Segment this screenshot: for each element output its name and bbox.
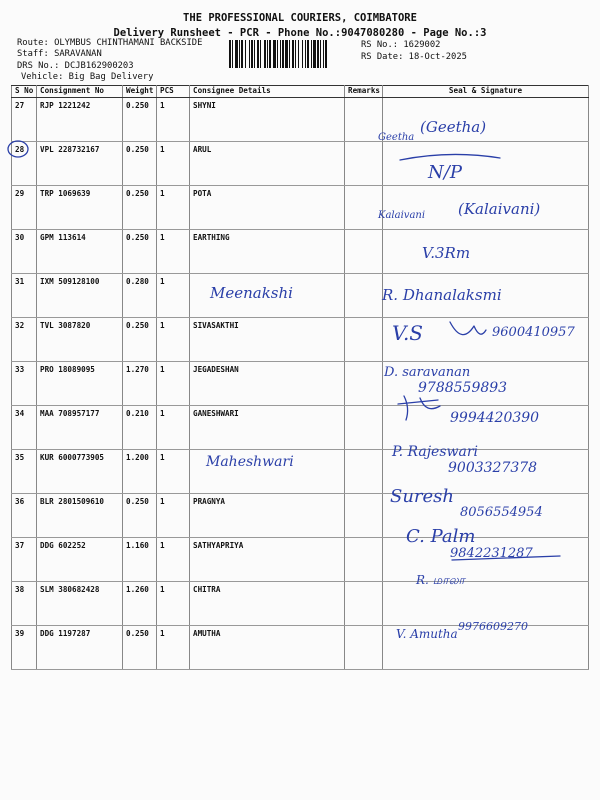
cell-remarks — [345, 494, 383, 538]
hw-r31-name: Meenakshi — [210, 284, 293, 302]
cell-signature — [383, 406, 589, 450]
cell-sno: 27 — [12, 98, 37, 142]
cell-remarks — [345, 230, 383, 274]
barcode-bar — [313, 40, 316, 68]
cell-consignee: JEGADESHAN — [190, 362, 345, 406]
barcode — [229, 40, 356, 68]
cell-remarks — [345, 406, 383, 450]
barcode-bar — [257, 40, 259, 68]
cell-remarks — [345, 186, 383, 230]
cell-consignment: PRO 18089095 — [37, 362, 123, 406]
table-row — [12, 626, 589, 670]
cell-pcs: 1 — [157, 274, 190, 318]
company-title: THE PROFESSIONAL COURIERS, COIMBATORE — [183, 12, 417, 24]
hw-r35-phone: 9003327378 — [448, 460, 538, 476]
barcode-bar — [229, 40, 231, 68]
cell-sno: 39 — [12, 626, 37, 670]
barcode-bar — [269, 40, 271, 68]
table-row — [12, 186, 589, 230]
cell-remarks — [345, 626, 383, 670]
rs-number: RS No.: 1629002 — [361, 40, 441, 50]
cell-consignee: SHYNI — [190, 98, 345, 142]
cell-consignment: BLR 2801509610 — [37, 494, 123, 538]
barcode-bar — [260, 40, 261, 68]
cell-consignment: TRP 1069639 — [37, 186, 123, 230]
cell-sno: 34 — [12, 406, 37, 450]
hw-r30: V.3Rm — [422, 244, 471, 262]
staff-label: Staff: SARAVANAN — [17, 49, 102, 59]
cell-pcs: 1 — [157, 362, 190, 406]
cell-consignment: TVL 3087820 — [37, 318, 123, 362]
barcode-bar — [298, 40, 299, 68]
cell-sno: 38 — [12, 582, 37, 626]
barcode-bar — [235, 40, 238, 68]
cell-sno: 36 — [12, 494, 37, 538]
cell-weight: 0.250 — [123, 98, 157, 142]
cell-pcs: 1 — [157, 494, 190, 538]
runsheet-table — [11, 85, 589, 670]
cell-signature — [383, 450, 589, 494]
barcode-bar — [295, 40, 296, 68]
cell-pcs: 1 — [157, 318, 190, 362]
hw-r39-phone: 9976609270 — [458, 620, 528, 633]
cell-weight: 1.270 — [123, 362, 157, 406]
barcode-bar — [273, 40, 276, 68]
cell-consignee — [190, 450, 345, 494]
hw-r28: N/P — [428, 162, 462, 183]
cell-remarks — [345, 98, 383, 142]
barcode-bar — [232, 40, 233, 68]
cell-pcs: 1 — [157, 538, 190, 582]
barcode-bar — [282, 40, 284, 68]
runsheet-subtitle: Delivery Runsheet - PCR - Phone No.:9047080280 - Page No.:3 — [113, 27, 487, 39]
cell-pcs: 1 — [157, 626, 190, 670]
barcode-bar — [323, 40, 324, 68]
cell-sno: 31 — [12, 274, 37, 318]
drs-label: DRS No.: DCJB162900203 — [17, 61, 134, 71]
cell-consignment: MAA 708957177 — [37, 406, 123, 450]
col-sno: S No — [12, 86, 37, 98]
col-consignee: Consignee Details — [190, 86, 345, 98]
table-row — [12, 274, 589, 318]
table-row — [12, 318, 589, 362]
cell-sno: 29 — [12, 186, 37, 230]
hw-r37-phone: 9842231287 — [450, 546, 533, 561]
table-row — [12, 582, 589, 626]
cell-sno: 35 — [12, 450, 37, 494]
hw-r32: V.S — [392, 321, 424, 345]
cell-remarks — [345, 274, 383, 318]
barcode-bar — [249, 40, 250, 68]
cell-weight: 1.260 — [123, 582, 157, 626]
cell-consignee: SATHYAPRIYA — [190, 538, 345, 582]
cell-pcs: 1 — [157, 582, 190, 626]
hw-r34-phone: 9994420390 — [450, 410, 540, 426]
barcode-bar — [239, 40, 240, 68]
cell-consignment: DDG 1197287 — [37, 626, 123, 670]
hw-r33: D. saravanan — [384, 365, 471, 380]
cell-pcs: 1 — [157, 450, 190, 494]
cell-consignee: ARUL — [190, 142, 345, 186]
col-signature: Seal & Signature — [383, 86, 589, 98]
table-row — [12, 142, 589, 186]
cell-weight: 0.250 — [123, 142, 157, 186]
barcode-bar — [317, 40, 319, 68]
cell-weight: 0.280 — [123, 274, 157, 318]
cell-pcs: 1 — [157, 98, 190, 142]
barcode-bar — [241, 40, 243, 68]
cell-consignee: CHITRA — [190, 582, 345, 626]
barcode-bar — [302, 40, 303, 68]
barcode-bar — [292, 40, 294, 68]
cell-signature — [383, 626, 589, 670]
hw-r32-phone: 9600410957 — [492, 325, 575, 340]
cell-remarks — [345, 142, 383, 186]
barcode-bar — [311, 40, 312, 68]
table-row — [12, 538, 589, 582]
hw-r33-phone: 9788559893 — [418, 380, 508, 396]
cell-signature — [383, 98, 589, 142]
cell-weight: 1.200 — [123, 450, 157, 494]
cell-consignee: POTA — [190, 186, 345, 230]
cell-weight: 0.250 — [123, 186, 157, 230]
cell-signature — [383, 318, 589, 362]
hw-r29-a: Kalaivani — [378, 210, 426, 221]
cell-pcs: 1 — [157, 230, 190, 274]
cell-signature — [383, 274, 589, 318]
cell-consignment: VPL 228732167 — [37, 142, 123, 186]
table-header-row — [12, 86, 589, 98]
cell-remarks — [345, 538, 383, 582]
hw-r36-phone: 8056554954 — [460, 505, 543, 520]
barcode-bar — [245, 40, 246, 68]
barcode-bar — [254, 40, 255, 68]
cell-signature — [383, 362, 589, 406]
col-weight: Weight — [123, 86, 157, 98]
table-row — [12, 406, 589, 450]
cell-consignment: KUR 6000773905 — [37, 450, 123, 494]
barcode-bar — [264, 40, 266, 68]
cell-consignee: PRAGNYA — [190, 494, 345, 538]
cell-consignee: SIVASAKTHI — [190, 318, 345, 362]
rs-date: RS Date: 18-Oct-2025 — [361, 52, 467, 62]
barcode-bar — [285, 40, 288, 68]
hw-r38: R. மாலா — [416, 573, 465, 587]
table-row — [12, 230, 589, 274]
cell-remarks — [345, 318, 383, 362]
col-consignment: Consignment No — [37, 86, 123, 98]
barcode-bar — [277, 40, 278, 68]
cell-sno: 32 — [12, 318, 37, 362]
cell-weight: 1.160 — [123, 538, 157, 582]
cell-pcs: 1 — [157, 142, 190, 186]
cell-signature — [383, 142, 589, 186]
cell-consignment: DDG 602252 — [37, 538, 123, 582]
hw-r35-name: Maheshwari — [206, 454, 294, 470]
hw-r27-a: Geetha — [378, 132, 415, 143]
route-label: Route: OLYMBUS CHINTHAMANI BACKSIDE — [17, 38, 203, 48]
cell-sno: 37 — [12, 538, 37, 582]
cell-sno: 33 — [12, 362, 37, 406]
cell-weight: 0.210 — [123, 406, 157, 450]
hw-r31-sig: R. Dhanalaksmi — [382, 286, 502, 304]
cell-remarks — [345, 450, 383, 494]
cell-sno: 28 — [12, 142, 37, 186]
cell-consignment: IXM 509128100 — [37, 274, 123, 318]
barcode-bar — [307, 40, 309, 68]
hw-r29-b: (Kalaivani) — [458, 200, 541, 218]
barcode-bar — [280, 40, 281, 68]
barcode-bar — [251, 40, 253, 68]
cell-consignment: SLM 380682428 — [37, 582, 123, 626]
cell-pcs: 1 — [157, 186, 190, 230]
cell-consignment: RJP 1221242 — [37, 98, 123, 142]
cell-weight: 0.250 — [123, 318, 157, 362]
cell-sno: 30 — [12, 230, 37, 274]
vehicle-label: Vehicle: Big Bag Delivery — [21, 72, 154, 82]
cell-signature — [383, 538, 589, 582]
cell-signature — [383, 494, 589, 538]
table-row — [12, 362, 589, 406]
table-row — [12, 98, 589, 142]
barcode-bar — [320, 40, 321, 68]
cell-signature — [383, 582, 589, 626]
cell-consignee: GANESHWARI — [190, 406, 345, 450]
cell-consignee: AMUTHA — [190, 626, 345, 670]
hw-r39: V. Amutha — [396, 627, 458, 641]
cell-weight: 0.250 — [123, 626, 157, 670]
barcode-bar — [325, 40, 327, 68]
cell-remarks — [345, 362, 383, 406]
barcode-bar — [267, 40, 268, 68]
cell-signature — [383, 186, 589, 230]
hw-r37: C. Palm — [406, 526, 476, 547]
hw-r35-sig: P. Rajeswari — [392, 444, 479, 460]
col-remarks: Remarks — [345, 86, 383, 98]
cell-consignee — [190, 274, 345, 318]
cell-consignee: EARTHING — [190, 230, 345, 274]
cell-consignment: GPM 113614 — [37, 230, 123, 274]
cell-weight: 0.250 — [123, 230, 157, 274]
cell-pcs: 1 — [157, 406, 190, 450]
table-row — [12, 450, 589, 494]
cell-weight: 0.250 — [123, 494, 157, 538]
cell-remarks — [345, 582, 383, 626]
hw-r27-b: (Geetha) — [420, 118, 487, 136]
cell-signature — [383, 230, 589, 274]
hw-r36: Suresh — [390, 486, 455, 507]
col-pcs: PCS — [157, 86, 190, 98]
table-row — [12, 494, 589, 538]
barcode-bar — [289, 40, 290, 68]
barcode-bar — [305, 40, 306, 68]
